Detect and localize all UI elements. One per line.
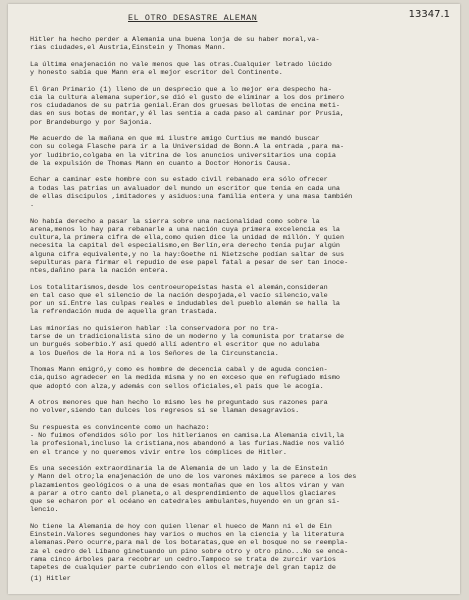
body-text-line: alemanas.Pero ocurre,para mal de los botaratas,que en el bosque no se reempla- (30, 539, 349, 548)
body-text-line: das en sus botas de montar,y él las sentía a cada paso al caminar por Prusia, (30, 110, 345, 119)
paragraph-gap (30, 127, 455, 135)
body-text-line: Me acuerdo de la mañana en que mi ilustre amigo Curtius me mandó buscar (30, 135, 320, 143)
body-text-line: No tiene la Alemania de hoy con quien llenar el hueco de Mann ni el de Ein (30, 522, 332, 531)
body-text-line: por Brandeburgo y por Sajonia. (30, 118, 153, 127)
body-text-line: de la expulsión de Thomas Mann en cuanto a Doctor Honoris Causa. (30, 159, 292, 168)
body-text-line: Echar a caminar este hombre con su estado civil rebanado era sólo ofrecer (30, 176, 328, 185)
body-text-line: en tal caso que el silencio de la nación despojada,el vacío silencio,vale (30, 291, 328, 300)
body-text-line: lencio. (30, 506, 59, 515)
body-text-line: ntes,dañino para la nación entera. (30, 267, 169, 275)
body-text-line: tapetes de cualquier parte cubriendo con ellos el metraje del gran tapiz de (30, 564, 336, 572)
body-text-line: Los totalitarismos,desde los centroeuropeístas hasta el alemán,consideran (30, 283, 328, 292)
body-text-line: El Gran Primario (1) lleno de un desprecio que a lo mejor era despecho ha- (30, 85, 332, 94)
body-text-line: y Mann del otro;la enajenación de uno de los varones máximos se parece a los des (30, 473, 357, 482)
body-text-line: plazamientos geológicos o a una de esas montañas que en los altos viran y van (30, 481, 345, 490)
body-text-line: por un sí.Entre las culpas reales e indudables del pueblo alemán se halla la (30, 300, 340, 308)
body-text-line: Las minorías no quisieron hablar :la conservadora por no tra- (30, 324, 279, 333)
footnote: (1) Hitler (30, 575, 71, 583)
paragraph-gap (30, 317, 455, 325)
body-text-line: A otros menores que han hecho lo mismo les he preguntado sus razones para (30, 399, 328, 407)
body-text-line: cia,quiso agradecer en la medida misma y no en exceso que en refugiado mismo (30, 374, 340, 383)
catalog-number: 13347.1 (408, 9, 450, 20)
body-text-line: arena,menos lo hay para rebanarle a una nación cuya primera excelencia es la (30, 225, 340, 234)
body-text-line: de ellas discípulos ,imitadores y asiduos:una familia entera y una masa también (30, 192, 353, 201)
body-text-line: za el cedro del Líbano ginetuando un pino sobre otro y otro pino...No se enca- (30, 547, 349, 556)
body-text-line: a todas las patrias un avaluador del mundo un escritor que tenía en cada una (30, 184, 340, 193)
body-text-line: Su respuesta es convincente como un hachazo: (30, 423, 210, 432)
body-text-line: cia la cultura alemana superior,se dió el gusto de eliminar a los dos primero (30, 93, 345, 102)
paragraph-gap (30, 53, 455, 61)
body-text-line: Thomas Mann emigró,y como es hombre de decencia cabal y de aguda concien- (30, 366, 328, 374)
body-text-line: y honesto sabía que Mann era el mejor escritor del Continente. (30, 69, 283, 77)
body-text-line: no volver,siendo tan dulces los regresos si se llaman desagravios. (30, 407, 300, 416)
body-text-line: La última enajenación no vale menos que las otras.Cualquier letrado lúcido (30, 60, 332, 69)
body-text-line: rias ciudades,el Austria,Einstein y Thomas Mann. (30, 44, 226, 53)
paragraph-gap (30, 358, 455, 366)
document-page (8, 4, 460, 594)
body-text-line: No había derecho a pasar la sierra sobre una nacionalidad como sobre la (30, 217, 320, 226)
body-text-line: tarse de un tradicionalista sino de un moderno y la comunista por tratarse de (30, 333, 345, 341)
body-text-line: a parar a otro canto del planeta,o al desprendimiento de aquellos glaciares (30, 489, 336, 498)
paragraph-gap (30, 209, 455, 217)
body-text-line: rama cinco árboles para recobrar un cedro.Tampoco se trata de zurcir varios (30, 555, 336, 564)
body-text-line: Hitler ha hecho perder a Alemania una buena lonja de su haber moral,va- (30, 36, 320, 44)
document-body (30, 36, 455, 572)
body-text-line: cultura,la primera cifra de ella,como quien dice la unidad de millón. Y quien (30, 234, 345, 242)
paragraph-gap (30, 416, 455, 424)
body-text-line: a los Dueños de la Hora ni a los Señores de la Circunstancia. (30, 349, 279, 358)
document-title: EL OTRO DESASTRE ALEMAN (128, 13, 258, 23)
paragraph-gap (30, 457, 455, 465)
paragraph-gap (30, 168, 455, 176)
body-text-line: que adoptó con alza,y además con sellos oficiales,el país que le acogía. (30, 382, 324, 391)
body-text-line: Es una secesión extraordinaria la de Alemania de un lado y la de Einstein (30, 465, 328, 473)
paragraph-gap (30, 391, 455, 399)
body-text-line: yor ludibrio,colgaba en la vitrina de los anuncios universitarios una copia (30, 151, 336, 160)
body-text-line: necesita la capital del especialismo,en Berlín,era derecho tenía pujar algún (30, 242, 340, 251)
body-text-line: un burgués soberbio.Y así quedó allí adentro el escritor que no adulaba (30, 341, 320, 350)
body-text-line: que se echaron por el océano en catedrales ambulantes,huyendo en un gran si- (30, 498, 340, 506)
body-text-line: sepulturas para firmar el repudio de ese papel fatal a pesar de ser tan inoce- (30, 258, 349, 267)
body-text-line: con su colega Flasche para ir a la Universidad de Bonn.A la entrada ,para ma- (30, 143, 345, 152)
body-text-line: ros ciudadanos de su patria genial.Eran dos gruesas bellotas de encina meti- (30, 102, 340, 110)
paragraph-gap (30, 77, 455, 85)
body-text-line: en el trance y no queremos vivir entre los cómplices de Hitler. (30, 448, 287, 457)
paragraph-gap (30, 515, 455, 523)
body-text-line: la refrendación muda de aquella gran trastada. (30, 308, 218, 317)
body-text-line: alguna cifra equivalente,y no la hay:Goethe ni Nietzsche podían saltar de sus (30, 250, 345, 259)
body-text-line: la profesional,incluso la cristiana,nos abandonó a las furias.Nadie nos valió (30, 440, 345, 449)
body-text-line: - No fuimos ofendidos sólo por los hitlerianos en camisa.La Alemania civil,la (30, 432, 345, 440)
body-text-line: . (30, 201, 35, 209)
body-text-line: Einstein.Valores segundones hay varios o muchos en la ciencia y la literatura (30, 531, 345, 539)
paragraph-gap (30, 275, 455, 283)
